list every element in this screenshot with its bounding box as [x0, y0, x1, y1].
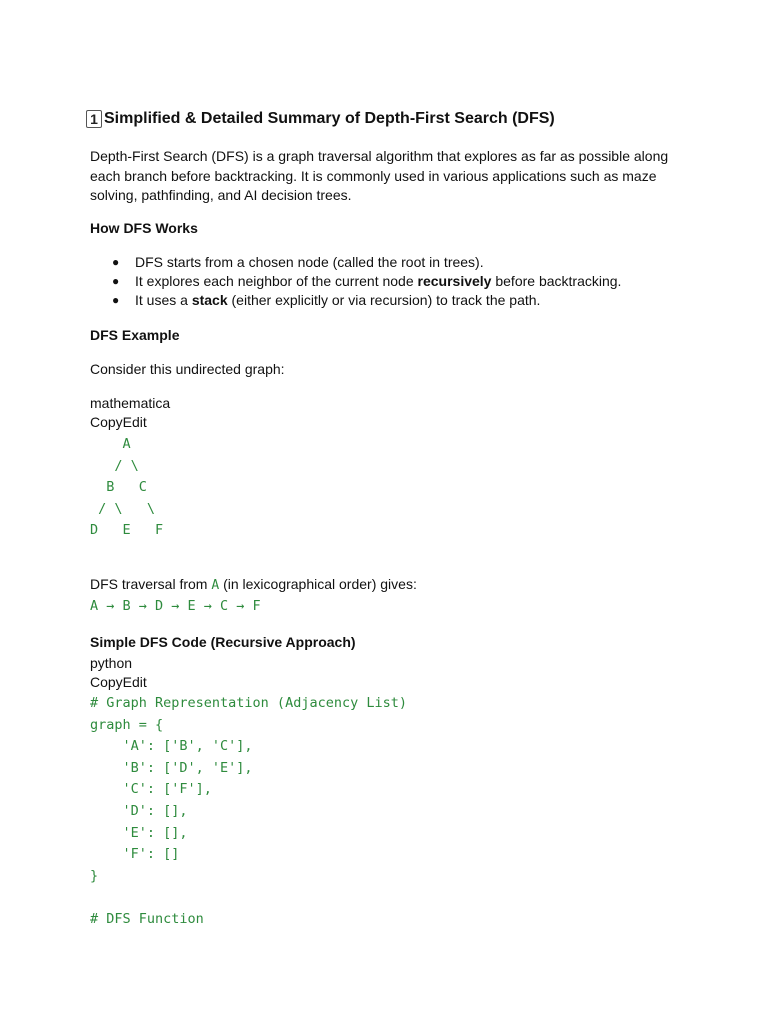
consider-text: Consider this undirected graph: [90, 361, 285, 377]
traversal-text-before: DFS traversal from [90, 576, 212, 592]
bullet-icon: ● [112, 274, 120, 288]
traversal-result: A → B → D → E → C → F [90, 598, 261, 614]
list-item-text: (either explicitly or via recursion) to track the path. [227, 292, 541, 308]
code-heading: Simple DFS Code (Recursive Approach) [90, 634, 356, 650]
section-title [86, 110, 555, 128]
bullet-icon: ● [112, 293, 120, 307]
dfs-example-heading: DFS Example [90, 327, 180, 343]
list-item [90, 291, 621, 310]
number-badge: 1 [86, 110, 102, 128]
copy-edit-button[interactable]: CopyEdit [90, 414, 147, 430]
list-item-text: It explores each neighbor of the current node [135, 273, 418, 289]
copy-edit-button[interactable]: CopyEdit [90, 674, 147, 690]
graph-diagram-code: A / \ B C / \ \ D E F [90, 436, 164, 539]
bullet-icon: ● [112, 255, 120, 269]
page-title: Simplified & Detailed Summary of Depth-First Search (DFS) [104, 110, 555, 127]
code-language-label: python [90, 655, 133, 671]
list-item-text: DFS starts from a chosen node (called the root in trees). [135, 254, 484, 270]
list-item-text: It uses a [135, 292, 192, 308]
traversal-text [90, 576, 417, 593]
traversal-text-after: (in lexicographical order) gives: [219, 576, 417, 592]
list-item [90, 272, 621, 291]
list-item-bold: recursively [417, 273, 492, 289]
python-code-block: # Graph Representation (Adjacency List) graph = { 'A': ['B', 'C'], 'B': ['D', 'E'], 'C': ['F'], 'D': [], 'E': [], 'F': [] } # DFS Function [90, 695, 407, 927]
how-dfs-works-heading: How DFS Works [90, 220, 198, 236]
intro-paragraph: Depth-First Search (DFS) is a graph traversal algorithm that explores as far as possible along each branch before backtracking. It is commonly used in various applications such as maze solving, pathfinding, and AI decision trees. [90, 148, 669, 203]
code-language-label: mathematica [90, 395, 171, 411]
list-item-bold: stack [191, 292, 228, 308]
list-item [90, 253, 621, 272]
list-item-text: before backtracking. [491, 273, 622, 289]
inline-code: A [211, 578, 220, 593]
how-dfs-works-list [90, 253, 621, 310]
